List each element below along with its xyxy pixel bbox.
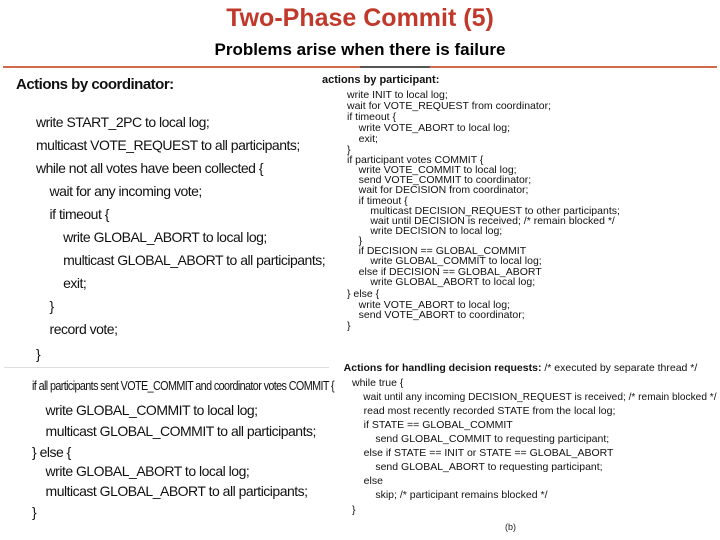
participant-line: if timeout { [347,195,408,207]
decision-handler-heading-comment: /* executed by separate thread */ [541,362,698,374]
figure-caption: (b) [505,522,516,532]
decision-handler-line: send GLOBAL_ABORT to requesting participant; [352,461,603,473]
coordinator-line: } [36,346,41,362]
participant-line: wait for VOTE_REQUEST from coordinator; [347,100,552,112]
participant-line: wait for DECISION from coordinator; [347,184,529,196]
participant-line: write GLOBAL_ABORT to local log; [347,276,536,288]
decision-handler-line: while true { [352,377,404,389]
coordinator-section-divider [4,367,329,368]
coordinator-line: record vote; [36,321,118,337]
coordinator-line: } else { [32,444,71,460]
decision-handler-block [332,350,718,525]
participant-line: write INIT to local log; [347,89,448,101]
coordinator-line: write GLOBAL_COMMIT to local log; [32,402,258,418]
participant-code-block [322,74,718,334]
participant-line: send VOTE_COMMIT to coordinator; [347,174,532,186]
participant-line: send VOTE_ABORT to coordinator; [347,309,525,321]
coordinator-line: multicast VOTE_REQUEST to all participants; [36,137,300,153]
participant-line: write DECISION to local log; [347,225,503,237]
coordinator-line: multicast GLOBAL_COMMIT to all participants; [32,423,316,439]
participant-line: } [347,144,351,156]
participant-line: write VOTE_ABORT to local log; [347,299,511,311]
participant-heading: actions by participant: [322,74,440,86]
coordinator-line: multicast GLOBAL_ABORT to all participants; [32,483,308,499]
participant-line: else if DECISION == GLOBAL_ABORT [347,266,542,278]
participant-line: } else { [347,288,380,300]
decision-handler-line: send GLOBAL_COMMIT to requesting participant; [352,433,610,445]
participant-line: wait until DECISION is received; /* remain blocked */ [347,215,615,227]
slide-title: Two-Phase Commit (5) [226,4,494,32]
coordinator-line: wait for any incoming vote; [36,183,202,199]
coordinator-line: if timeout { [36,206,109,222]
decision-handler-line: } [352,504,356,516]
coordinator-line: write GLOBAL_ABORT to local log; [32,463,250,479]
participant-line: write VOTE_ABORT to local log; [347,122,511,134]
title-underline-accent [360,66,430,68]
participant-line: if timeout { [347,111,397,123]
decision-handler-line: else if STATE == INIT or STATE == GLOBAL_ABORT [352,447,614,459]
coordinator-line: while not all votes have been collected { [36,160,263,176]
participant-line: if DECISION == GLOBAL_COMMIT [347,245,527,257]
participant-line: exit; [347,133,378,145]
participant-line: if participant votes COMMIT { [347,154,484,166]
decision-handler-line: else [352,475,383,487]
participant-line: write GLOBAL_COMMIT to local log; [347,255,542,267]
decision-handler-line: wait until any incoming DECISION_REQUEST is received; /* remain blocked */ [352,391,717,403]
coordinator-code-block [16,76,336,521]
participant-line: write VOTE_COMMIT to local log; [347,164,517,176]
participant-line: } [347,320,351,332]
coordinator-line: if all participants sent VOTE_COMMIT and coordinator votes COMMIT { [32,379,335,393]
decision-handler-line: if STATE == GLOBAL_COMMIT [352,419,513,431]
coordinator-line: exit; [36,275,87,291]
participant-line: multicast DECISION_REQUEST to other participants; [347,205,620,217]
coordinator-line: write GLOBAL_ABORT to local log; [36,229,267,245]
coordinator-line: write START_2PC to local log; [36,114,210,130]
coordinator-line: } [32,504,37,520]
coordinator-heading: Actions by coordinator: [16,76,174,93]
decision-handler-line: read most recently recorded STATE from the local log; [352,405,616,417]
decision-handler-heading: Actions for handling decision requests: [343,362,542,374]
slide-subtitle: Problems arise when there is failure [214,40,506,59]
coordinator-line: multicast GLOBAL_ABORT to all participants; [36,252,326,268]
decision-handler-line: skip; /* participant remains blocked */ [352,489,548,501]
participant-line: } [347,235,363,247]
coordinator-line: } [36,298,54,314]
